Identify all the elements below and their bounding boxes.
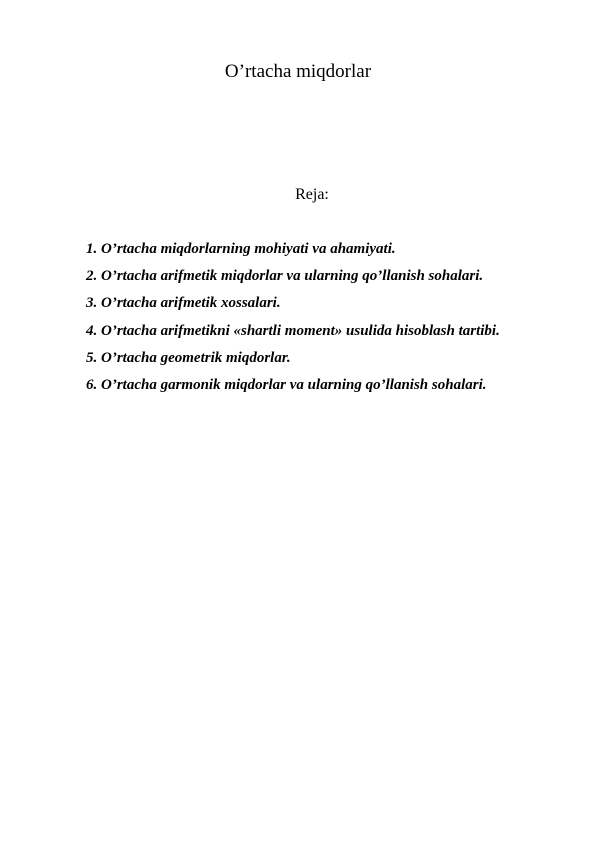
plan-list <box>86 236 566 399</box>
plan-item-6: 6. O’rtacha garmonik miqdorlar va ularning qo’llanish sohalari. <box>86 377 487 394</box>
plan-item-4: 4. O’rtacha arifmetikni «shartli moment» usulida hisoblash tartibi. <box>86 322 500 339</box>
plan-item-2: 2. O’rtacha arifmetik miqdorlar va ularning qo’llanish sohalari. <box>86 268 484 285</box>
page-title: O’rtacha miqdorlar <box>224 61 372 82</box>
plan-heading: Reja: <box>295 186 329 203</box>
plan-item-1: 1. O’rtacha miqdorlarning mohiyati va ahamiyati. <box>86 241 396 257</box>
plan-item-3: 3. O’rtacha arifmetik xossalari. <box>86 295 281 312</box>
plan-item-5: 5. O’rtacha geometrik miqdorlar. <box>86 349 291 366</box>
